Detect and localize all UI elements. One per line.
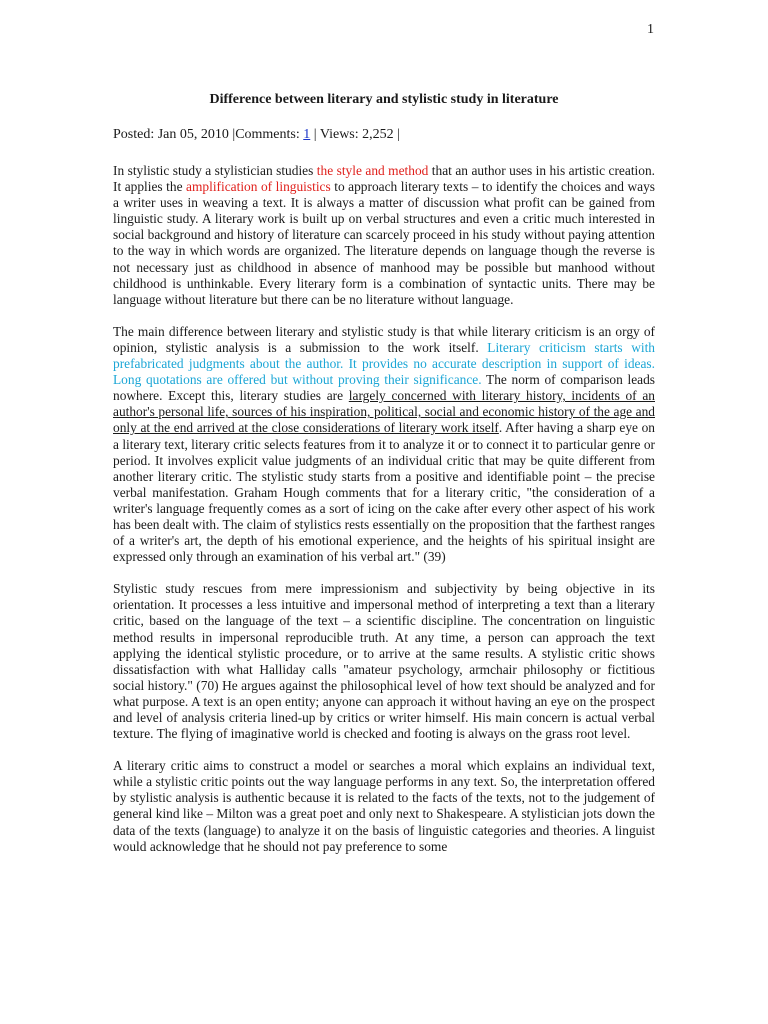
paragraph-2 [113,324,655,565]
p1-highlight-style-method: the style and method [316,163,429,178]
p2-underlined-history: largely concerned with literary history, incidents of an author's personal life, sources of his inspiration, political, social and economic history of the age and only at the end arrived at the close considerations of literary work itself [113,388,655,436]
post-meta [113,127,400,143]
p2-text-c: The norm of comparison leads nowhere. Except this, literary studies are [113,372,655,404]
page-number: 1 [647,22,654,37]
p1-text-c: that an author uses in his artistic creation. It applies the [113,163,655,195]
p1-text-e: to approach literary texts – to identify the choices and ways a writer uses in weaving a text. It is always a matter of discussion what profit can be gained from linguistic study. A literary work is built up on verbal structures and even a critic much interested in social background and history of literature can scarcely proceed in his study without paying attention to the way in which words are organized. The literature depends on language though the reverse is not necessary just as childhood in absence of manhood may be possible but manhood without childhood is unthinkable. Every literary form is a combination of syntactic units. There may be language without literature but there can be no literature without language. [113,179,656,307]
p2-highlight-criticism: Literary criticism starts with prefabricated judgments about the author. It provides no accurate description in support of ideas. Long quotations are offered but without proving their significance. [113,339,656,388]
paragraph-4: A literary critic aims to construct a model or searches a moral which explains an individual text, while a stylistic critic points out the way language performs in any text. So, the interpretation offered by stylistic analysis is authentic because it is related to the facts of the texts, not to the judgement of general kind like – Milton was a great poet and only next to Shakespeare. A stylistician jots down the data of the texts (language) to analyze it on the basis of linguistic categories and theories. A linguist would acknowledge that he should not pay preference to some [113,758,655,854]
paragraph-1 [113,163,655,308]
p1-highlight-amplification: amplification of linguistics [186,179,331,195]
page-title: Difference between literary and stylistic study in literature [209,92,559,107]
comments-link[interactable]: 1 [303,127,311,142]
p1-text-a: In stylistic study a stylistician studies [113,163,317,178]
paragraph-3: Stylistic study rescues from mere impressionism and subjectivity by being objective in its orientation. It processes a less intuitive and impersonal method of interpreting a text than a literary critic, based on the language of the text – a scientific discipline. The concentration on linguistic method results in impersonal reproducible truth. At any time, a person can approach the text applying the identical stylistic procedure, or to arrive at the same results. A stylistic critic shows dissatisfaction with what Halliday calls "amateur psychology, armchair philosophy or fictitious social history." (70) He argues against the philosophical level of how text should be analyzed and for what purpose. A text is an open entity; anyone can approach it without having an eye on the prospect and level of analysis criteria lined-up by critics or writer himself. His main concern is actual verbal texture. The flying of imaginative world is checked and footing is always on the grass root level. [113,581,655,742]
posted-date: Posted: Jan 05, 2010 |Comments: [113,127,304,142]
p2-text-e: . After having a sharp eye on a literary text, literary critic selects features from it to analyze it or to connect it to particular genre or period. It involves explicit value judgments of an individual critic that may be quite different from another literary critic. The stylistic study starts from a positive and identifiable point – the precise verbal manifestation. Graham Hough comments that for a literary critic, "the consideration of a writer's language frequently comes as a sort of icing on the cake after every other aspect of his work has been dealt with. The claim of stylistics rests essentially on the proposition that the farthest ranges of a writer's art, the depth of his emotional experience, and the heights of his spiritual insight are expressed only through an examination of his verbal art." (39) [113,420,655,565]
p2-text-a: The main difference between literary and stylistic study is that while literary criticism is an orgy of opinion, stylistic analysis is a submission to the work itself. [113,323,655,355]
article-body [113,163,655,871]
views-count: | Views: 2,252 | [310,127,400,142]
